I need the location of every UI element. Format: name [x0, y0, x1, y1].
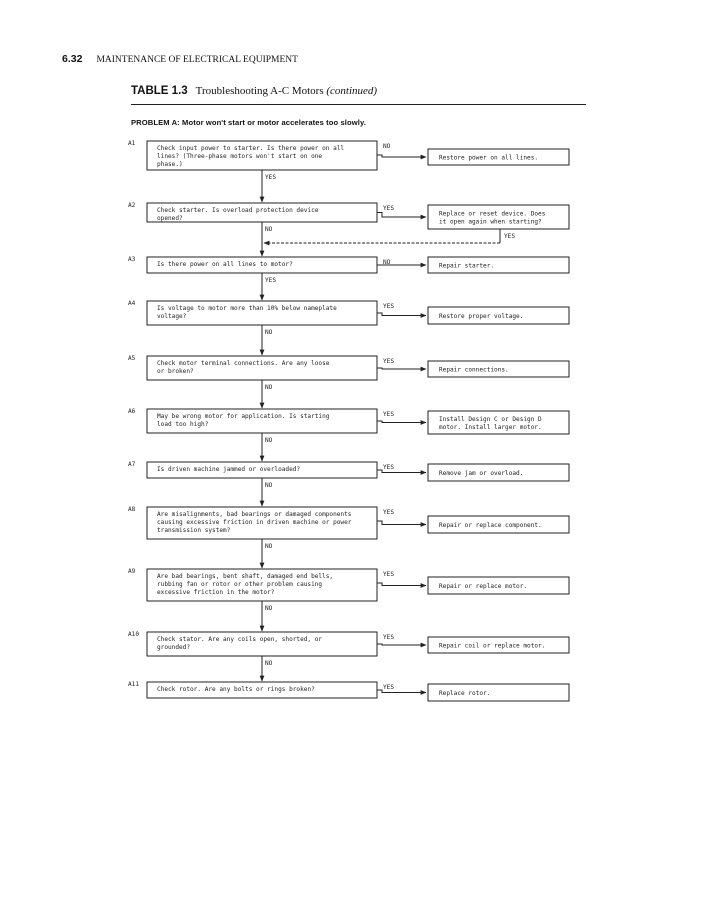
step-a2-loop-label: YES — [504, 233, 516, 240]
step-a4-branch-label: YES — [383, 303, 395, 310]
step-a1-branch-arrow — [377, 155, 426, 157]
step-a10-question-line: grounded? — [157, 644, 191, 651]
step-a5-branch-label: YES — [383, 358, 395, 365]
step-a2-action-line: it open again when starting? — [439, 218, 542, 226]
step-a3-action-line: Repair starter. — [439, 262, 495, 270]
step-a2-question-line: opened? — [157, 215, 183, 222]
step-a9-question-line: Are bad bearings, bent shaft, damaged end bells, — [157, 573, 334, 580]
table-number: TABLE 1.3 — [131, 85, 188, 97]
step-a7-id: A7 — [128, 461, 136, 468]
problem-text: Motor won't start or motor accelerates too slowly. — [182, 118, 366, 127]
step-a3-question-line: Is there power on all lines to motor? — [157, 261, 293, 268]
step-a10-id: A10 — [128, 631, 140, 638]
step-a2-next-label: NO — [265, 226, 273, 233]
step-a10-question-line: Check stator. Are any coils open, shorted, or — [157, 636, 323, 643]
step-a4-next-label: NO — [265, 329, 273, 336]
step-a3-next-label: YES — [265, 277, 277, 284]
step-a8-action-line: Repair or replace component. — [439, 522, 542, 529]
step-a5-id: A5 — [128, 355, 136, 362]
step-a8-question-line: causing excessive friction in driven machine or power — [157, 519, 352, 526]
step-a10-next-label: NO — [265, 660, 273, 667]
step-a1-question-line: Check input power to starter. Is there power on all — [157, 145, 345, 152]
step-a8-id: A8 — [128, 506, 136, 513]
step-a10-action-line: Repair coil or replace motor. — [439, 642, 546, 650]
step-a6-branch-label: YES — [383, 411, 395, 418]
step-a7-question-line: Is driven machine jammed or overloaded? — [157, 466, 301, 473]
table-title: Troubleshooting A-C Motors — [195, 85, 324, 97]
step-a5-action-line: Repair connections. — [439, 366, 509, 374]
step-a11-id: A11 — [128, 681, 140, 688]
step-a5-question-line: Check motor terminal connections. Are any loose — [157, 360, 330, 367]
step-a11-action-line: Replace rotor. — [439, 690, 491, 697]
step-a4-id: A4 — [128, 300, 136, 307]
step-a9-action-line: Repair or replace motor. — [439, 583, 528, 590]
step-a8-question-line: Are misalignments, bad bearings or damaged components — [157, 511, 352, 518]
step-a2-id: A2 — [128, 202, 136, 209]
step-a9-question-line: rubbing fan or rotor or other problem causing — [157, 581, 323, 588]
step-a2-question-line: Check starter. Is overload protection device — [157, 207, 319, 214]
page-number: 6.32 — [62, 53, 83, 65]
step-a9-next-label: NO — [265, 605, 273, 612]
step-a10-branch-label: YES — [383, 634, 395, 641]
step-a8-branch-arrow — [377, 521, 426, 525]
step-a3-id: A3 — [128, 256, 136, 263]
step-a8-next-label: NO — [265, 543, 273, 550]
step-a5-question-line: or broken? — [157, 368, 194, 375]
step-a6-action-line: Install Design C or Design D — [439, 416, 542, 423]
step-a9-branch-arrow — [377, 583, 426, 586]
step-a5-next-label: NO — [265, 384, 273, 391]
step-a1-next-label: YES — [265, 174, 277, 181]
step-a1-action-line: Restore power on all lines. — [439, 154, 539, 162]
step-a1-branch-label: NO — [383, 143, 391, 150]
step-a1-question-line: phase.) — [157, 161, 183, 168]
step-a6-branch-arrow — [377, 421, 426, 423]
step-a4-branch-arrow — [377, 313, 426, 316]
running-title: MAINTENANCE OF ELECTRICAL EQUIPMENT — [96, 55, 298, 65]
step-a4-question-line: Is voltage to motor more than 10% below nameplate — [157, 305, 337, 312]
step-a6-question-line: load too high? — [157, 421, 209, 428]
step-a6-next-label: NO — [265, 437, 273, 444]
step-a8-branch-label: YES — [383, 509, 395, 516]
step-a2-branch-arrow — [377, 213, 426, 218]
step-a7-next-label: NO — [265, 482, 273, 489]
step-a10-branch-arrow — [377, 644, 426, 645]
step-a11-branch-label: YES — [383, 684, 395, 691]
step-a2-action-line: Replace or reset device. Does — [439, 210, 546, 218]
step-a9-question-line: excessive friction in the motor? — [157, 589, 275, 596]
step-a4-question-line: voltage? — [157, 313, 187, 320]
step-a9-branch-label: YES — [383, 571, 395, 578]
step-a3-branch-label: NO — [383, 259, 391, 266]
step-a2-branch-label: YES — [383, 205, 395, 212]
step-a4-action-line: Restore proper voltage. — [439, 313, 524, 320]
step-a11-question-line: Check rotor. Are any bolts or rings broken? — [157, 686, 315, 693]
step-a9-id: A9 — [128, 568, 136, 575]
step-a6-id: A6 — [128, 408, 136, 415]
step-a6-action-line: motor. Install larger motor. — [439, 424, 542, 431]
step-a7-action-line: Remove jam or overload. — [439, 470, 524, 477]
step-a5-branch-arrow — [377, 368, 426, 369]
step-a1-id: A1 — [128, 140, 136, 147]
step-a1-question-line: lines? (Three-phase motors won't start on one — [157, 153, 323, 160]
table-continued: (continued) — [326, 85, 378, 97]
problem-label: PROBLEM A: — [131, 118, 180, 127]
step-a8-question-line: transmission system? — [157, 527, 231, 534]
step-a7-branch-label: YES — [383, 464, 395, 471]
step-a6-question-line: May be wrong motor for application. Is starting — [157, 413, 330, 420]
